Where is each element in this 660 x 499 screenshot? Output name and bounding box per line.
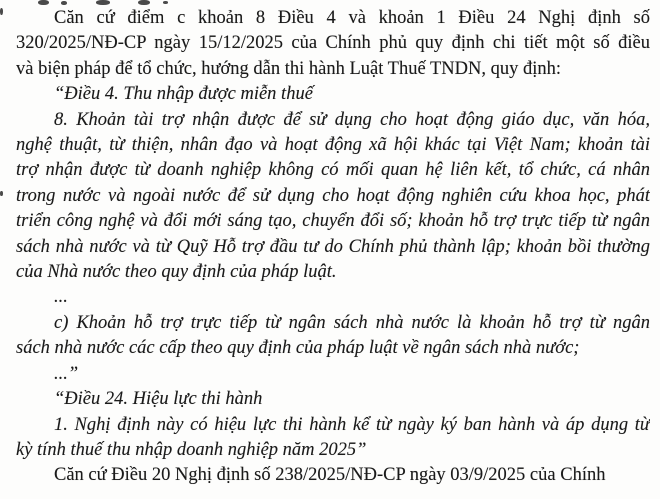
- text-line: sách nhà nước và từ Quỹ Hỗ trợ đầu tư do Chính phủ thành lập; khoản bồi thường: [16, 236, 650, 257]
- scan-artifact: [38, 0, 49, 5]
- text-line: ...: [54, 287, 68, 308]
- scan-artifact: [138, 0, 150, 5]
- scan-artifact: [0, 191, 3, 196]
- document-body: [16, 6, 650, 489]
- text-line: sách nhà nước các cấp theo quy định của pháp luật về ngân sách nhà nước;: [16, 338, 580, 359]
- text-line: trong nước và ngoài nước để sử dụng cho hoạt động nghiên cứu khoa học, phát: [16, 185, 650, 206]
- text-line: “Điều 24. Hiệu lực thi hành: [54, 389, 263, 410]
- scan-artifact: [163, 1, 168, 4]
- text-line: kỳ tính thuế thu nhập doanh nghiệp năm 2025”: [16, 439, 367, 460]
- text-line: c) Khoản hỗ trợ trực tiếp từ ngân sách nhà nước là khoản hỗ trợ từ ngân: [54, 312, 650, 333]
- paragraph: [16, 285, 650, 310]
- text-line: Căn cứ Điều 20 Nghị định số 238/2025/NĐ-CP ngày 03/9/2025 của Chính: [54, 465, 606, 486]
- scan-artifact: [0, 8, 3, 15]
- text-line: 1. Nghị định này có hiệu lực thi hành kể từ ngày ký ban hành và áp dụng từ: [54, 414, 650, 435]
- paragraph: [16, 463, 650, 488]
- text-line: của Nhà nước theo quy định của pháp luật.: [16, 262, 337, 283]
- text-line: “Điều 4. Thu nhập được miễn thuế: [54, 84, 313, 105]
- paragraph: [16, 387, 650, 412]
- scan-artifact: [96, 0, 110, 5]
- text-line: triển công nghệ và đổi mới sáng tạo, chuyển đổi số; khoản hỗ trợ trực tiếp từ ngân: [16, 211, 650, 232]
- text-line: 8. Khoản tài trợ nhận được để sử dụng cho hoạt động giáo dục, văn hóa,: [54, 109, 650, 130]
- paragraph: [16, 6, 650, 82]
- text-line: ...”: [54, 363, 79, 384]
- text-line: 320/2025/NĐ-CP ngày 15/12/2025 của Chính phủ quy định chi tiết một số điều: [16, 33, 650, 54]
- paragraph: [16, 82, 650, 107]
- paragraph: [16, 362, 650, 387]
- paragraph: [16, 311, 650, 362]
- paragraph: [16, 108, 650, 286]
- text-line: và biện pháp để tổ chức, hướng dẫn thi hành Luật Thuế TNDN, quy định:: [16, 58, 561, 79]
- scan-artifact: [61, 1, 67, 5]
- paragraph: [16, 413, 650, 464]
- text-line: Căn cứ điểm c khoản 8 Điều 4 và khoản 1 Điều 24 Nghị định số: [54, 8, 650, 28]
- text-line: trợ nhận được từ doanh nghiệp không có mối quan hệ liên kết, tổ chức, cá nhân: [16, 160, 650, 181]
- text-line: nghệ thuật, từ thiện, nhân đạo và hoạt động xã hội khác tại Việt Nam; khoản tài: [16, 135, 650, 156]
